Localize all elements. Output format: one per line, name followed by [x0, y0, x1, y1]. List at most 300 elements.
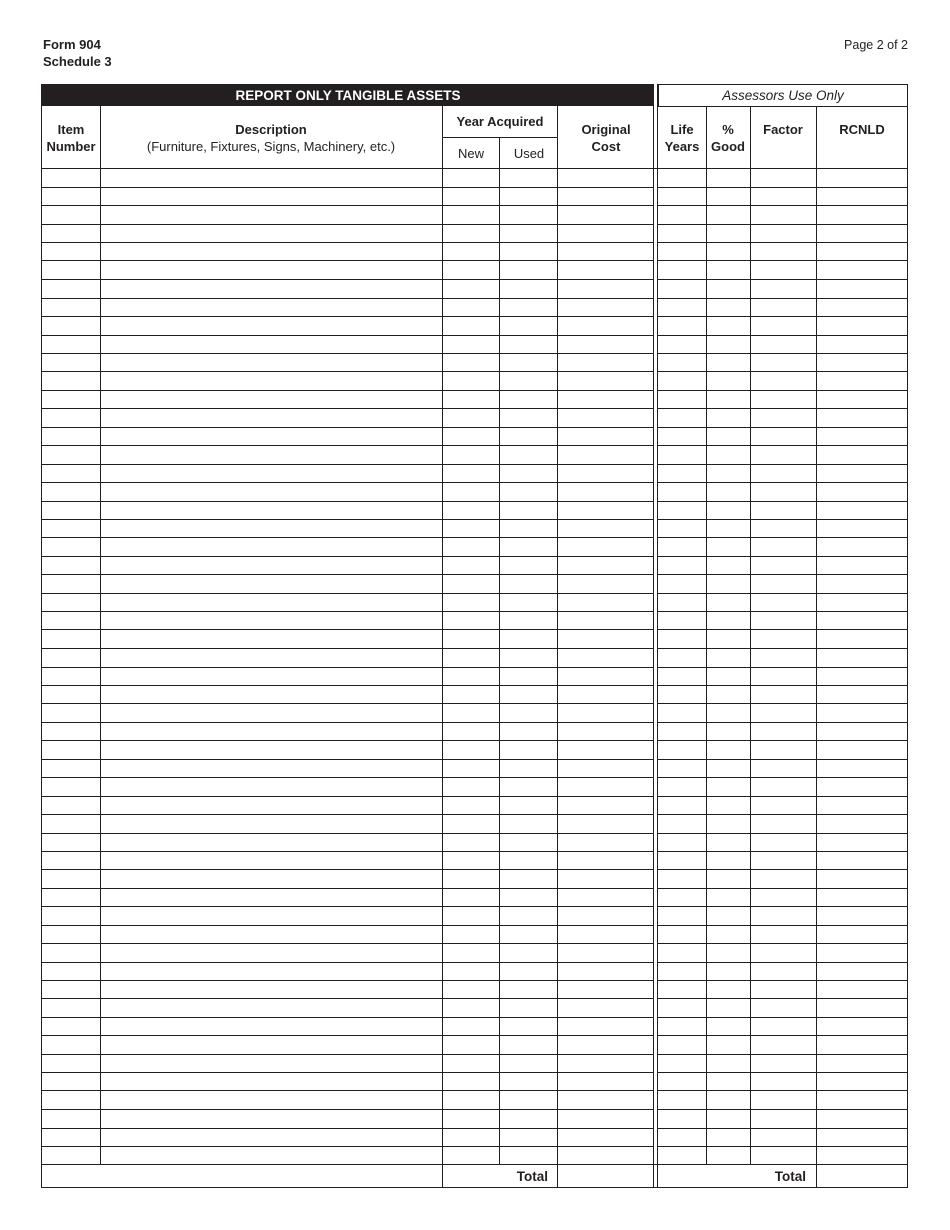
- life-years-cell[interactable]: [659, 963, 706, 980]
- description-cell[interactable]: [101, 262, 442, 279]
- life-years-cell[interactable]: [659, 225, 706, 242]
- original-cost-cell[interactable]: [559, 982, 654, 999]
- year-used-cell[interactable]: [501, 391, 558, 408]
- description-cell[interactable]: [101, 1111, 442, 1128]
- year-used-cell[interactable]: [501, 631, 558, 648]
- year-new-cell[interactable]: [443, 1037, 500, 1054]
- life-years-cell[interactable]: [659, 1148, 706, 1165]
- description-cell[interactable]: [101, 613, 442, 630]
- year-used-cell[interactable]: [501, 281, 558, 298]
- factor-cell[interactable]: [751, 594, 816, 611]
- description-cell[interactable]: [101, 1055, 442, 1072]
- description-cell[interactable]: [101, 447, 442, 464]
- item-number-cell[interactable]: [43, 631, 100, 648]
- rcnld-cell[interactable]: [817, 871, 908, 888]
- original-cost-cell[interactable]: [559, 889, 654, 906]
- life-years-cell[interactable]: [659, 908, 706, 925]
- factor-cell[interactable]: [751, 188, 816, 205]
- life-years-cell[interactable]: [659, 945, 706, 962]
- original-cost-cell[interactable]: [559, 225, 654, 242]
- year-new-cell[interactable]: [443, 1129, 500, 1146]
- life-years-cell[interactable]: [659, 188, 706, 205]
- rcnld-cell[interactable]: [817, 926, 908, 943]
- percent-good-cell[interactable]: [707, 779, 750, 796]
- description-cell[interactable]: [101, 207, 442, 224]
- description-cell[interactable]: [101, 631, 442, 648]
- year-new-cell[interactable]: [443, 705, 500, 722]
- life-years-cell[interactable]: [659, 170, 706, 187]
- factor-cell[interactable]: [751, 1074, 816, 1091]
- life-years-cell[interactable]: [659, 594, 706, 611]
- factor-cell[interactable]: [751, 816, 816, 833]
- percent-good-cell[interactable]: [707, 188, 750, 205]
- year-used-cell[interactable]: [501, 760, 558, 777]
- factor-cell[interactable]: [751, 447, 816, 464]
- rcnld-cell[interactable]: [817, 539, 908, 556]
- item-number-cell[interactable]: [43, 207, 100, 224]
- life-years-cell[interactable]: [659, 336, 706, 353]
- rcnld-cell[interactable]: [817, 188, 908, 205]
- original-cost-cell[interactable]: [559, 207, 654, 224]
- percent-good-cell[interactable]: [707, 889, 750, 906]
- original-cost-cell[interactable]: [559, 1037, 654, 1054]
- life-years-cell[interactable]: [659, 373, 706, 390]
- factor-cell[interactable]: [751, 576, 816, 593]
- year-used-cell[interactable]: [501, 1092, 558, 1109]
- year-used-cell[interactable]: [501, 318, 558, 335]
- life-years-cell[interactable]: [659, 1111, 706, 1128]
- factor-cell[interactable]: [751, 613, 816, 630]
- life-years-cell[interactable]: [659, 281, 706, 298]
- life-years-cell[interactable]: [659, 705, 706, 722]
- year-used-cell[interactable]: [501, 816, 558, 833]
- item-number-cell[interactable]: [43, 318, 100, 335]
- description-cell[interactable]: [101, 945, 442, 962]
- rcnld-cell[interactable]: [817, 1092, 908, 1109]
- item-number-cell[interactable]: [43, 484, 100, 501]
- year-used-cell[interactable]: [501, 908, 558, 925]
- original-cost-cell[interactable]: [559, 557, 654, 574]
- item-number-cell[interactable]: [43, 889, 100, 906]
- percent-good-cell[interactable]: [707, 1111, 750, 1128]
- factor-cell[interactable]: [751, 299, 816, 316]
- item-number-cell[interactable]: [43, 244, 100, 261]
- life-years-cell[interactable]: [659, 982, 706, 999]
- original-cost-cell[interactable]: [559, 1074, 654, 1091]
- original-cost-cell[interactable]: [559, 723, 654, 740]
- rcnld-cell[interactable]: [817, 428, 908, 445]
- year-new-cell[interactable]: [443, 336, 500, 353]
- original-cost-cell[interactable]: [559, 336, 654, 353]
- life-years-cell[interactable]: [659, 723, 706, 740]
- item-number-cell[interactable]: [43, 1129, 100, 1146]
- description-cell[interactable]: [101, 742, 442, 759]
- year-used-cell[interactable]: [501, 742, 558, 759]
- rcnld-cell[interactable]: [817, 650, 908, 667]
- original-cost-cell[interactable]: [559, 391, 654, 408]
- percent-good-cell[interactable]: [707, 926, 750, 943]
- original-cost-cell[interactable]: [559, 281, 654, 298]
- year-used-cell[interactable]: [501, 520, 558, 537]
- factor-cell[interactable]: [751, 170, 816, 187]
- year-used-cell[interactable]: [501, 225, 558, 242]
- total-rcnld-field[interactable]: [817, 1165, 908, 1188]
- year-used-cell[interactable]: [501, 354, 558, 371]
- item-number-cell[interactable]: [43, 982, 100, 999]
- rcnld-cell[interactable]: [817, 797, 908, 814]
- year-used-cell[interactable]: [501, 1111, 558, 1128]
- life-years-cell[interactable]: [659, 871, 706, 888]
- percent-good-cell[interactable]: [707, 354, 750, 371]
- description-cell[interactable]: [101, 1018, 442, 1035]
- life-years-cell[interactable]: [659, 244, 706, 261]
- factor-cell[interactable]: [751, 465, 816, 482]
- percent-good-cell[interactable]: [707, 170, 750, 187]
- life-years-cell[interactable]: [659, 779, 706, 796]
- description-cell[interactable]: [101, 908, 442, 925]
- factor-cell[interactable]: [751, 631, 816, 648]
- year-used-cell[interactable]: [501, 1129, 558, 1146]
- percent-good-cell[interactable]: [707, 299, 750, 316]
- original-cost-cell[interactable]: [559, 299, 654, 316]
- percent-good-cell[interactable]: [707, 1037, 750, 1054]
- item-number-cell[interactable]: [43, 834, 100, 851]
- original-cost-cell[interactable]: [559, 1092, 654, 1109]
- factor-cell[interactable]: [751, 1129, 816, 1146]
- original-cost-cell[interactable]: [559, 963, 654, 980]
- rcnld-cell[interactable]: [817, 484, 908, 501]
- description-cell[interactable]: [101, 760, 442, 777]
- item-number-cell[interactable]: [43, 502, 100, 519]
- original-cost-cell[interactable]: [559, 945, 654, 962]
- rcnld-cell[interactable]: [817, 447, 908, 464]
- rcnld-cell[interactable]: [817, 318, 908, 335]
- year-new-cell[interactable]: [443, 889, 500, 906]
- original-cost-cell[interactable]: [559, 170, 654, 187]
- description-cell[interactable]: [101, 465, 442, 482]
- life-years-cell[interactable]: [659, 1092, 706, 1109]
- rcnld-cell[interactable]: [817, 945, 908, 962]
- percent-good-cell[interactable]: [707, 1074, 750, 1091]
- year-used-cell[interactable]: [501, 686, 558, 703]
- original-cost-cell[interactable]: [559, 871, 654, 888]
- item-number-cell[interactable]: [43, 1074, 100, 1091]
- factor-cell[interactable]: [751, 668, 816, 685]
- year-new-cell[interactable]: [443, 834, 500, 851]
- description-cell[interactable]: [101, 723, 442, 740]
- year-used-cell[interactable]: [501, 188, 558, 205]
- percent-good-cell[interactable]: [707, 428, 750, 445]
- description-cell[interactable]: [101, 244, 442, 261]
- factor-cell[interactable]: [751, 244, 816, 261]
- item-number-cell[interactable]: [43, 742, 100, 759]
- percent-good-cell[interactable]: [707, 318, 750, 335]
- original-cost-cell[interactable]: [559, 668, 654, 685]
- factor-cell[interactable]: [751, 834, 816, 851]
- rcnld-cell[interactable]: [817, 410, 908, 427]
- item-number-cell[interactable]: [43, 576, 100, 593]
- rcnld-cell[interactable]: [817, 613, 908, 630]
- factor-cell[interactable]: [751, 1111, 816, 1128]
- factor-cell[interactable]: [751, 723, 816, 740]
- percent-good-cell[interactable]: [707, 281, 750, 298]
- year-new-cell[interactable]: [443, 852, 500, 869]
- year-new-cell[interactable]: [443, 686, 500, 703]
- year-new-cell[interactable]: [443, 244, 500, 261]
- item-number-cell[interactable]: [43, 1000, 100, 1017]
- original-cost-cell[interactable]: [559, 705, 654, 722]
- item-number-cell[interactable]: [43, 373, 100, 390]
- item-number-cell[interactable]: [43, 926, 100, 943]
- percent-good-cell[interactable]: [707, 1129, 750, 1146]
- item-number-cell[interactable]: [43, 1018, 100, 1035]
- year-used-cell[interactable]: [501, 447, 558, 464]
- percent-good-cell[interactable]: [707, 520, 750, 537]
- original-cost-cell[interactable]: [559, 410, 654, 427]
- percent-good-cell[interactable]: [707, 539, 750, 556]
- item-number-cell[interactable]: [43, 1055, 100, 1072]
- year-used-cell[interactable]: [501, 539, 558, 556]
- item-number-cell[interactable]: [43, 668, 100, 685]
- rcnld-cell[interactable]: [817, 465, 908, 482]
- year-used-cell[interactable]: [501, 705, 558, 722]
- year-used-cell[interactable]: [501, 244, 558, 261]
- item-number-cell[interactable]: [43, 225, 100, 242]
- factor-cell[interactable]: [751, 502, 816, 519]
- year-new-cell[interactable]: [443, 1055, 500, 1072]
- factor-cell[interactable]: [751, 945, 816, 962]
- item-number-cell[interactable]: [43, 428, 100, 445]
- description-cell[interactable]: [101, 299, 442, 316]
- year-new-cell[interactable]: [443, 816, 500, 833]
- description-cell[interactable]: [101, 982, 442, 999]
- year-used-cell[interactable]: [501, 1018, 558, 1035]
- original-cost-cell[interactable]: [559, 613, 654, 630]
- year-used-cell[interactable]: [501, 668, 558, 685]
- original-cost-cell[interactable]: [559, 576, 654, 593]
- original-cost-cell[interactable]: [559, 262, 654, 279]
- rcnld-cell[interactable]: [817, 207, 908, 224]
- life-years-cell[interactable]: [659, 889, 706, 906]
- factor-cell[interactable]: [751, 1018, 816, 1035]
- rcnld-cell[interactable]: [817, 373, 908, 390]
- factor-cell[interactable]: [751, 225, 816, 242]
- year-new-cell[interactable]: [443, 1092, 500, 1109]
- item-number-cell[interactable]: [43, 336, 100, 353]
- year-new-cell[interactable]: [443, 1018, 500, 1035]
- factor-cell[interactable]: [751, 207, 816, 224]
- life-years-cell[interactable]: [659, 447, 706, 464]
- original-cost-cell[interactable]: [559, 188, 654, 205]
- original-cost-cell[interactable]: [559, 1018, 654, 1035]
- percent-good-cell[interactable]: [707, 705, 750, 722]
- rcnld-cell[interactable]: [817, 779, 908, 796]
- percent-good-cell[interactable]: [707, 262, 750, 279]
- original-cost-cell[interactable]: [559, 631, 654, 648]
- life-years-cell[interactable]: [659, 539, 706, 556]
- item-number-cell[interactable]: [43, 410, 100, 427]
- description-cell[interactable]: [101, 484, 442, 501]
- year-new-cell[interactable]: [443, 1074, 500, 1091]
- rcnld-cell[interactable]: [817, 1055, 908, 1072]
- life-years-cell[interactable]: [659, 834, 706, 851]
- year-new-cell[interactable]: [443, 318, 500, 335]
- factor-cell[interactable]: [751, 1000, 816, 1017]
- rcnld-cell[interactable]: [817, 594, 908, 611]
- rcnld-cell[interactable]: [817, 225, 908, 242]
- percent-good-cell[interactable]: [707, 631, 750, 648]
- percent-good-cell[interactable]: [707, 613, 750, 630]
- year-used-cell[interactable]: [501, 207, 558, 224]
- description-cell[interactable]: [101, 520, 442, 537]
- percent-good-cell[interactable]: [707, 244, 750, 261]
- factor-cell[interactable]: [751, 373, 816, 390]
- rcnld-cell[interactable]: [817, 391, 908, 408]
- life-years-cell[interactable]: [659, 816, 706, 833]
- rcnld-cell[interactable]: [817, 1000, 908, 1017]
- original-cost-cell[interactable]: [559, 354, 654, 371]
- item-number-cell[interactable]: [43, 447, 100, 464]
- year-used-cell[interactable]: [501, 1037, 558, 1054]
- year-new-cell[interactable]: [443, 908, 500, 925]
- item-number-cell[interactable]: [43, 650, 100, 667]
- item-number-cell[interactable]: [43, 723, 100, 740]
- description-cell[interactable]: [101, 705, 442, 722]
- description-cell[interactable]: [101, 686, 442, 703]
- year-new-cell[interactable]: [443, 539, 500, 556]
- percent-good-cell[interactable]: [707, 871, 750, 888]
- item-number-cell[interactable]: [43, 797, 100, 814]
- rcnld-cell[interactable]: [817, 1111, 908, 1128]
- percent-good-cell[interactable]: [707, 982, 750, 999]
- factor-cell[interactable]: [751, 797, 816, 814]
- rcnld-cell[interactable]: [817, 889, 908, 906]
- percent-good-cell[interactable]: [707, 852, 750, 869]
- year-new-cell[interactable]: [443, 963, 500, 980]
- year-new-cell[interactable]: [443, 594, 500, 611]
- factor-cell[interactable]: [751, 760, 816, 777]
- factor-cell[interactable]: [751, 262, 816, 279]
- factor-cell[interactable]: [751, 686, 816, 703]
- description-cell[interactable]: [101, 576, 442, 593]
- item-number-cell[interactable]: [43, 354, 100, 371]
- life-years-cell[interactable]: [659, 686, 706, 703]
- description-cell[interactable]: [101, 502, 442, 519]
- percent-good-cell[interactable]: [707, 373, 750, 390]
- year-used-cell[interactable]: [501, 834, 558, 851]
- year-new-cell[interactable]: [443, 871, 500, 888]
- description-cell[interactable]: [101, 373, 442, 390]
- percent-good-cell[interactable]: [707, 1055, 750, 1072]
- factor-cell[interactable]: [751, 428, 816, 445]
- year-new-cell[interactable]: [443, 520, 500, 537]
- description-cell[interactable]: [101, 281, 442, 298]
- original-cost-cell[interactable]: [559, 1129, 654, 1146]
- life-years-cell[interactable]: [659, 576, 706, 593]
- year-new-cell[interactable]: [443, 428, 500, 445]
- factor-cell[interactable]: [751, 318, 816, 335]
- percent-good-cell[interactable]: [707, 945, 750, 962]
- year-new-cell[interactable]: [443, 207, 500, 224]
- percent-good-cell[interactable]: [707, 816, 750, 833]
- factor-cell[interactable]: [751, 871, 816, 888]
- item-number-cell[interactable]: [43, 705, 100, 722]
- original-cost-cell[interactable]: [559, 1000, 654, 1017]
- year-new-cell[interactable]: [443, 982, 500, 999]
- factor-cell[interactable]: [751, 908, 816, 925]
- item-number-cell[interactable]: [43, 594, 100, 611]
- life-years-cell[interactable]: [659, 484, 706, 501]
- description-cell[interactable]: [101, 1148, 442, 1165]
- percent-good-cell[interactable]: [707, 1018, 750, 1035]
- factor-cell[interactable]: [751, 520, 816, 537]
- year-new-cell[interactable]: [443, 225, 500, 242]
- rcnld-cell[interactable]: [817, 354, 908, 371]
- year-used-cell[interactable]: [501, 557, 558, 574]
- rcnld-cell[interactable]: [817, 281, 908, 298]
- item-number-cell[interactable]: [43, 520, 100, 537]
- original-cost-cell[interactable]: [559, 244, 654, 261]
- year-new-cell[interactable]: [443, 1111, 500, 1128]
- life-years-cell[interactable]: [659, 668, 706, 685]
- life-years-cell[interactable]: [659, 520, 706, 537]
- year-used-cell[interactable]: [501, 1074, 558, 1091]
- item-number-cell[interactable]: [43, 686, 100, 703]
- original-cost-cell[interactable]: [559, 1148, 654, 1165]
- item-number-cell[interactable]: [43, 852, 100, 869]
- year-used-cell[interactable]: [501, 945, 558, 962]
- year-used-cell[interactable]: [501, 963, 558, 980]
- rcnld-cell[interactable]: [817, 982, 908, 999]
- year-used-cell[interactable]: [501, 170, 558, 187]
- total-original-cost-field[interactable]: [559, 1165, 654, 1188]
- factor-cell[interactable]: [751, 963, 816, 980]
- year-used-cell[interactable]: [501, 852, 558, 869]
- original-cost-cell[interactable]: [559, 318, 654, 335]
- year-used-cell[interactable]: [501, 428, 558, 445]
- life-years-cell[interactable]: [659, 797, 706, 814]
- original-cost-cell[interactable]: [559, 373, 654, 390]
- factor-cell[interactable]: [751, 1055, 816, 1072]
- year-used-cell[interactable]: [501, 465, 558, 482]
- percent-good-cell[interactable]: [707, 576, 750, 593]
- life-years-cell[interactable]: [659, 631, 706, 648]
- year-new-cell[interactable]: [443, 354, 500, 371]
- item-number-cell[interactable]: [43, 557, 100, 574]
- life-years-cell[interactable]: [659, 760, 706, 777]
- year-new-cell[interactable]: [443, 945, 500, 962]
- rcnld-cell[interactable]: [817, 631, 908, 648]
- original-cost-cell[interactable]: [559, 926, 654, 943]
- description-cell[interactable]: [101, 188, 442, 205]
- year-used-cell[interactable]: [501, 723, 558, 740]
- year-new-cell[interactable]: [443, 723, 500, 740]
- factor-cell[interactable]: [751, 705, 816, 722]
- description-cell[interactable]: [101, 871, 442, 888]
- original-cost-cell[interactable]: [559, 760, 654, 777]
- factor-cell[interactable]: [751, 539, 816, 556]
- description-cell[interactable]: [101, 1074, 442, 1091]
- rcnld-cell[interactable]: [817, 816, 908, 833]
- percent-good-cell[interactable]: [707, 908, 750, 925]
- description-cell[interactable]: [101, 852, 442, 869]
- percent-good-cell[interactable]: [707, 336, 750, 353]
- rcnld-cell[interactable]: [817, 742, 908, 759]
- rcnld-cell[interactable]: [817, 686, 908, 703]
- description-cell[interactable]: [101, 779, 442, 796]
- description-cell[interactable]: [101, 1092, 442, 1109]
- year-new-cell[interactable]: [443, 465, 500, 482]
